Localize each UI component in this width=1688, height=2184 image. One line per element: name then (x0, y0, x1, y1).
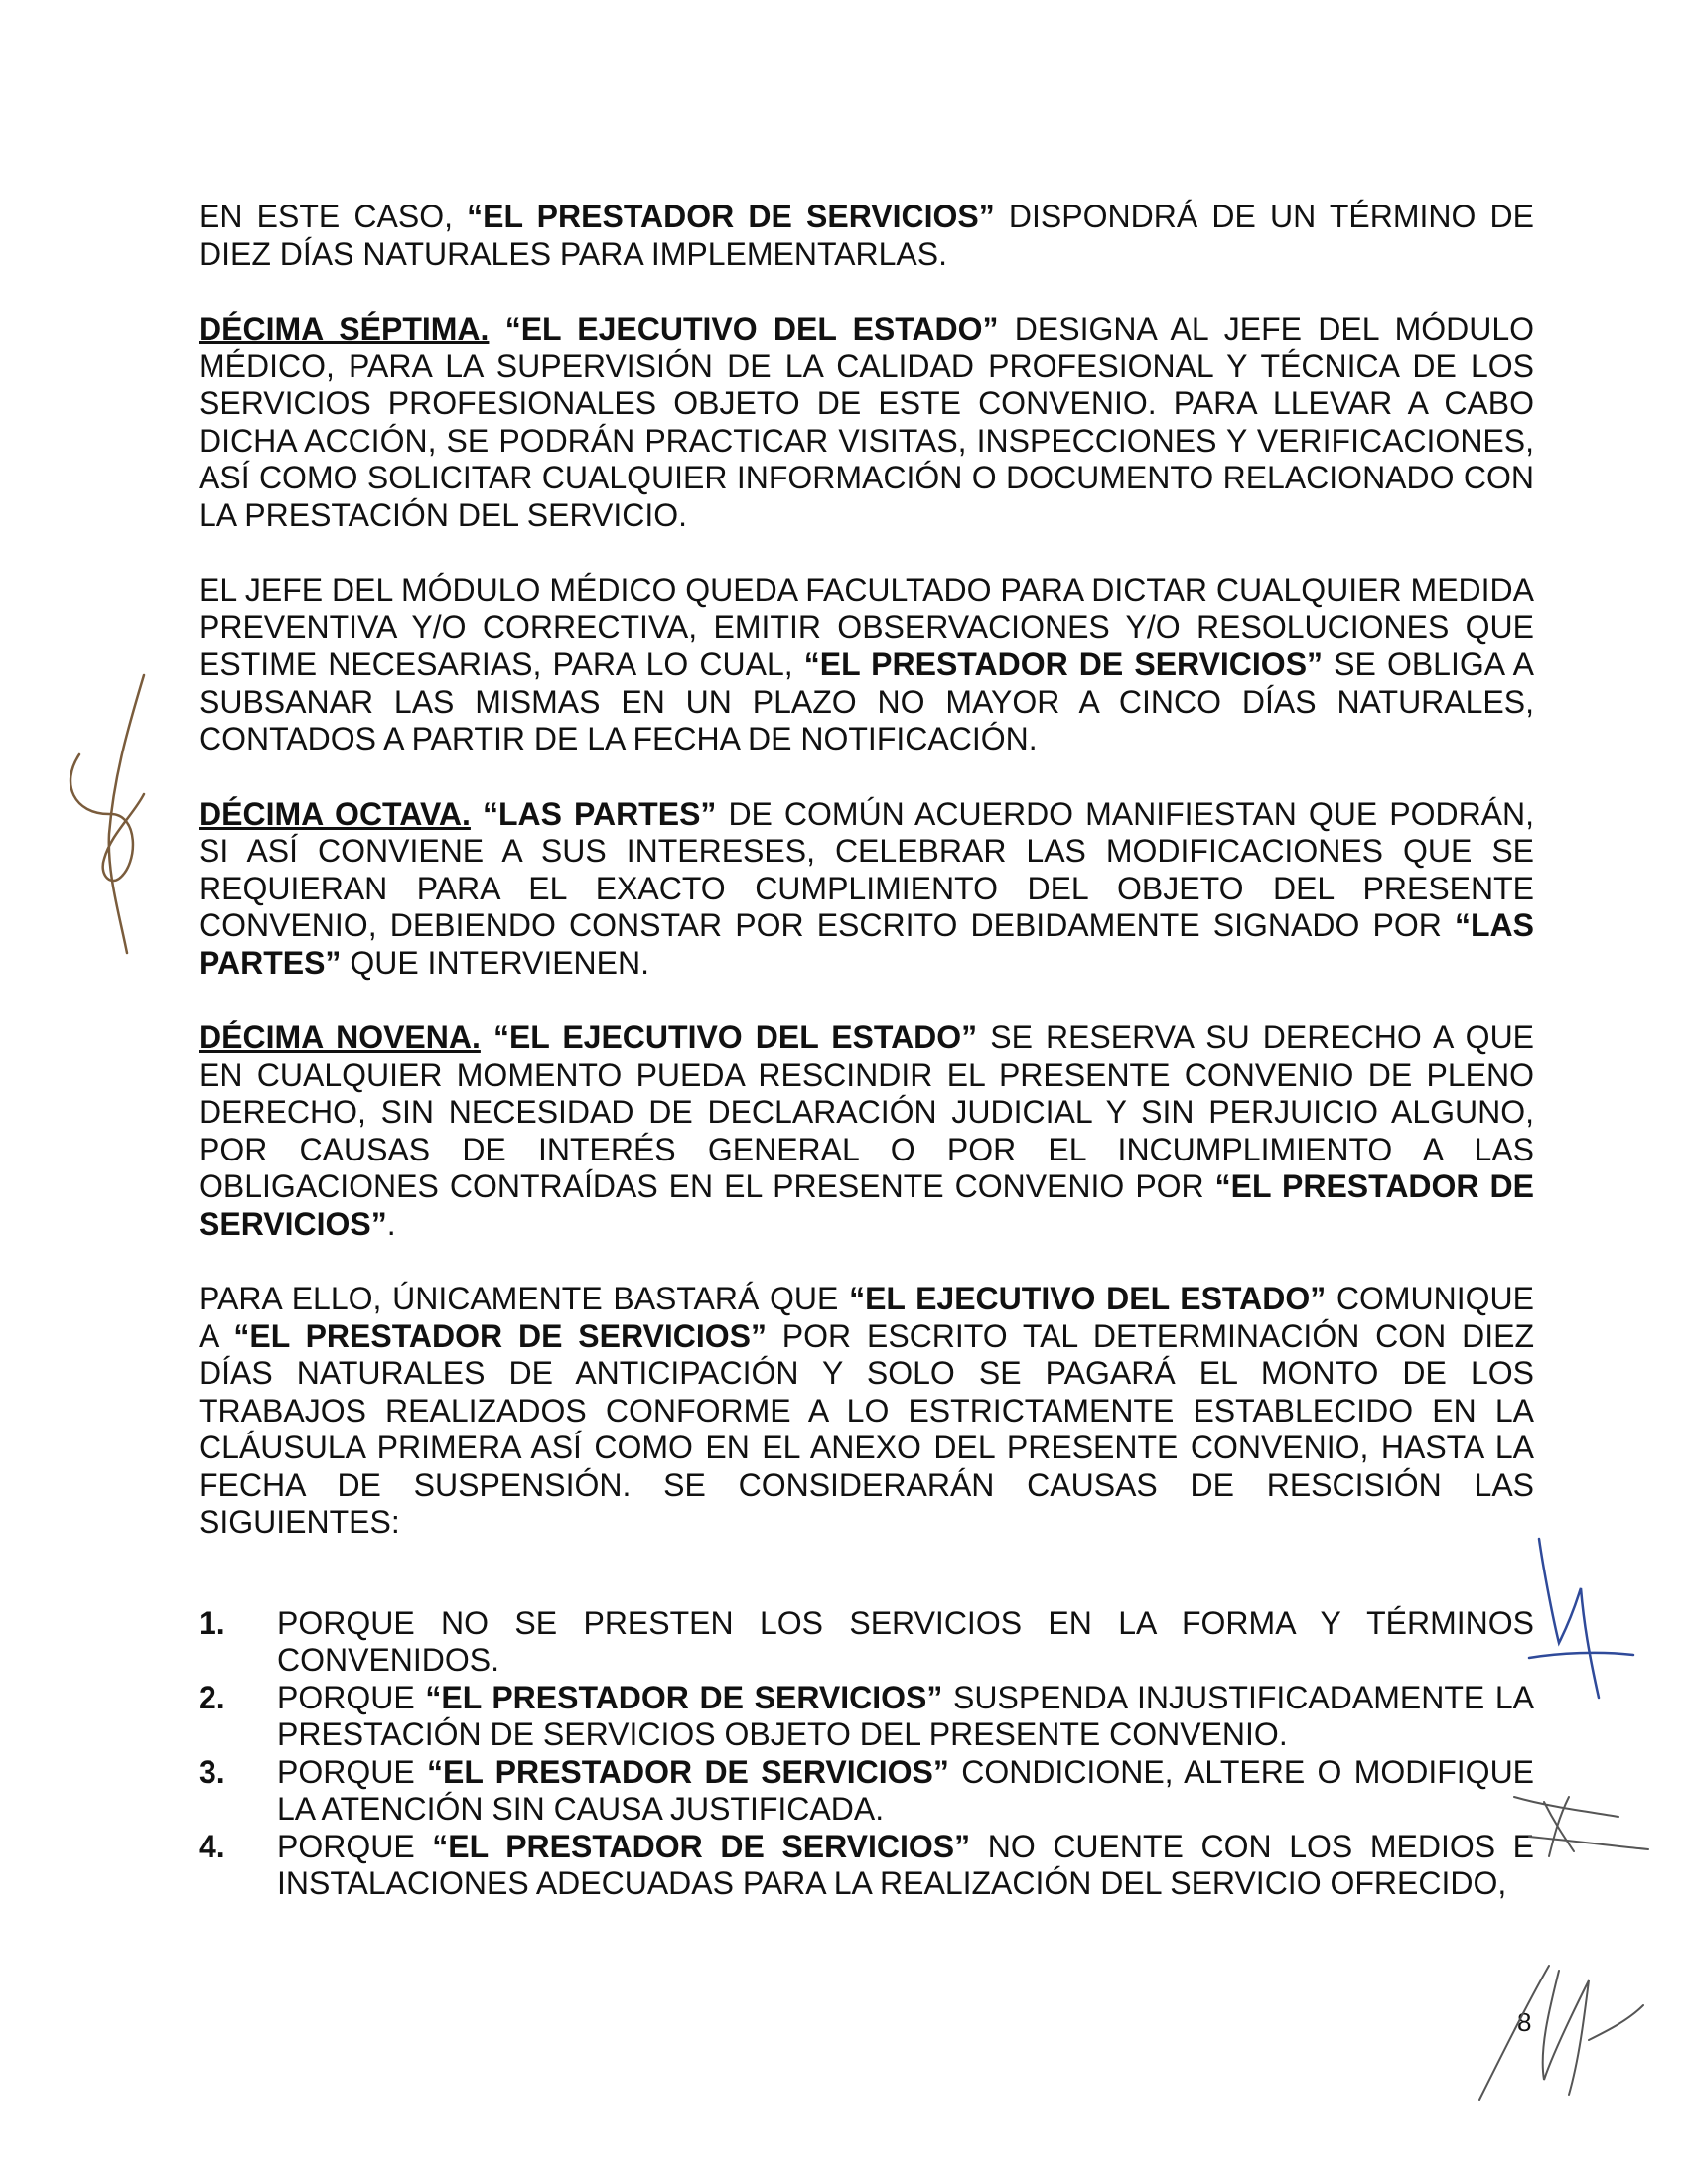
party-name: “EL PRESTADOR DE SERVICIOS” (233, 1317, 767, 1354)
text: QUE INTERVIENEN. (341, 944, 649, 981)
party-name: “EL EJECUTIVO DEL ESTADO” (504, 311, 999, 346)
text: POR ESCRITO TAL DETERMINACIÓN CON DIEZ DÍAS NATURALES DE ANTICIPACIÓN Y SOLO SE PAGARÁ EL MONTO DE LOS TRABAJOS REALIZADOS CONFORME A LO ESTRICTAMENTE ESTABLECIDO EN LA CLÁUSULA PRIMERA ASÍ COMO EN EL ANEXO DEL PRESENTE CONVENIO, HASTA LA FECHA DE SUSPENSIÓN. SE CONSIDERARÁN CAUSAS DE RESCISIÓN LAS SIGUIENTES: (199, 1317, 1534, 1540)
party-name: “EL PRESTADOR DE SERVICIOS” (425, 1679, 943, 1715)
clause-decima-octava (199, 796, 1534, 983)
text: PORQUE NO SE PRESTEN LOS SERVICIOS EN LA FORMA Y TÉRMINOS CONVENIDOS. (277, 1604, 1534, 1678)
text: PARA ELLO, ÚNICAMENTE BASTARÁ QUE (199, 1281, 850, 1316)
text: CONDICIONE, ALTERE O MODIFIQUE LA ATENCIÓN SIN CAUSA JUSTIFICADA. (277, 1753, 1535, 1827)
text: SE OBLIGA A SUBSANAR LAS MISMAS EN UN PLAZO NO MAYOR A CINCO DÍAS NATURALES, CONTADOS A PARTIR DE LA FECHA DE NOTIFICACIÓN. (199, 646, 1535, 756)
text: DE COMÚN ACUERDO MANIFIESTAN QUE PODRÁN, SI ASÍ CONVIENE A SUS INTERESES, CELEBRAR LAS MODIFICACIONES QUE SE REQUIERAN PARA EL EXACTO CUMPLIMIENTO DEL OBJETO DEL PRESENTE CONVENIO, DEBIENDO CONSTAR POR ESCRITO DEBIDAMENTE SIGNADO POR (199, 795, 1535, 943)
clause-decima-septima (199, 311, 1534, 534)
list-number: 1. (199, 1604, 225, 1641)
clause-heading: DÉCIMA SÉPTIMA. (199, 311, 490, 346)
text: SE RESERVA SU DERECHO A QUE EN CUALQUIER MOMENTO PUEDA RESCINDIR EL PRESENTE CONVENIO DE PLENO DERECHO, SIN NECESIDAD DE DECLARACIÓN JUDICIAL Y SIN PERJUICIO ALGUNO, POR CAUSAS DE INTERÉS GENERAL O POR EL INCUMPLIMIENTO A LAS OBLIGACIONES CONTRAÍDAS EN EL PRESENTE CONVENIO POR (199, 1020, 1535, 1204)
list-item (199, 1829, 1534, 1903)
list-number: 4. (199, 1828, 225, 1864)
list-item (199, 1605, 1534, 1680)
rescission-causes-list (199, 1605, 1534, 1903)
party-name: “LAS PARTES” (482, 795, 717, 832)
document-body (199, 199, 1534, 1903)
right-margin-initials (1509, 1792, 1658, 1861)
text: COMUNIQUE A (199, 1281, 1534, 1354)
text: SUSPENDA INJUSTIFICADAMENTE LA PRESTACIÓN DE SERVICIOS OBJETO DEL PRESENTE CONVENIO. (277, 1679, 1535, 1752)
list-item (199, 1680, 1534, 1754)
right-margin-signature-blue (1519, 1534, 1638, 1703)
list-number: 2. (199, 1679, 225, 1715)
left-margin-signature (50, 665, 159, 963)
text: NO CUENTE CON LOS MEDIOS E INSTALACIONES ADECUADAS PARA LA REALIZACIÓN DEL SERVICIO OFRECIDO, (277, 1828, 1535, 1901)
paragraph-rescision (199, 1281, 1534, 1542)
clause-heading: DÉCIMA NOVENA. (199, 1020, 481, 1055)
clause-decima-novena (199, 1020, 1534, 1243)
party-name: “EL EJECUTIVO DEL ESTADO” (492, 1020, 978, 1055)
party-name: “LAS PARTES” (199, 907, 1534, 981)
text: DESIGNA AL JEFE DEL MÓDULO MÉDICO, PARA LA SUPERVISIÓN DE LA CALIDAD PROFESIONAL Y TÉCNICA DE LOS SERVICIOS PROFESIONALES OBJETO DE ESTE CONVENIO. PARA LLEVAR A CABO DICHA ACCIÓN, SE PODRÁN PRACTICAR VISITAS, INSPECCIONES Y VERIFICACIONES, ASÍ COMO SOLICITAR CUALQUIER INFORMACIÓN O DOCUMENTO RELACIONADO CON LA PRESTACIÓN DEL SERVICIO. (199, 311, 1535, 533)
list-item (199, 1754, 1534, 1829)
party-name: “EL EJECUTIVO DEL ESTADO” (849, 1281, 1327, 1316)
bottom-right-initials (1470, 1961, 1648, 2110)
party-name: “EL PRESTADOR DE SERVICIOS” (427, 1753, 949, 1790)
party-name: “EL PRESTADOR DE SERVICIOS” (803, 646, 1324, 682)
text: . (386, 1205, 396, 1242)
text: PORQUE (277, 1828, 433, 1864)
party-name: “EL PRESTADOR DE SERVICIOS” (432, 1828, 971, 1864)
list-number: 3. (199, 1753, 225, 1790)
text: EN ESTE CASO, (199, 199, 468, 234)
text: EL JEFE DEL MÓDULO MÉDICO QUEDA FACULTADO PARA DICTAR CUALQUIER MEDIDA PREVENTIVA Y/O CORRECTIVA, EMITIR OBSERVACIONES Y/O RESOLUCIONES QUE ESTIME NECESARIAS, PARA LO CUAL, (199, 572, 1534, 682)
party-name: “EL PRESTADOR DE SERVICIOS” (467, 199, 995, 234)
clause-heading: DÉCIMA OCTAVA. (199, 795, 471, 832)
page-number: 8 (1517, 2007, 1532, 2037)
text: PORQUE (277, 1679, 426, 1715)
text: DISPONDRÁ DE UN TÉRMINO DE DIEZ DÍAS NATURALES PARA IMPLEMENTARLAS. (199, 199, 1534, 272)
party-name: “EL PRESTADOR DE SERVICIOS” (199, 1168, 1534, 1242)
text: PORQUE (277, 1753, 427, 1790)
paragraph-implementation-term (199, 199, 1534, 273)
paragraph-jefe-modulo (199, 572, 1534, 758)
